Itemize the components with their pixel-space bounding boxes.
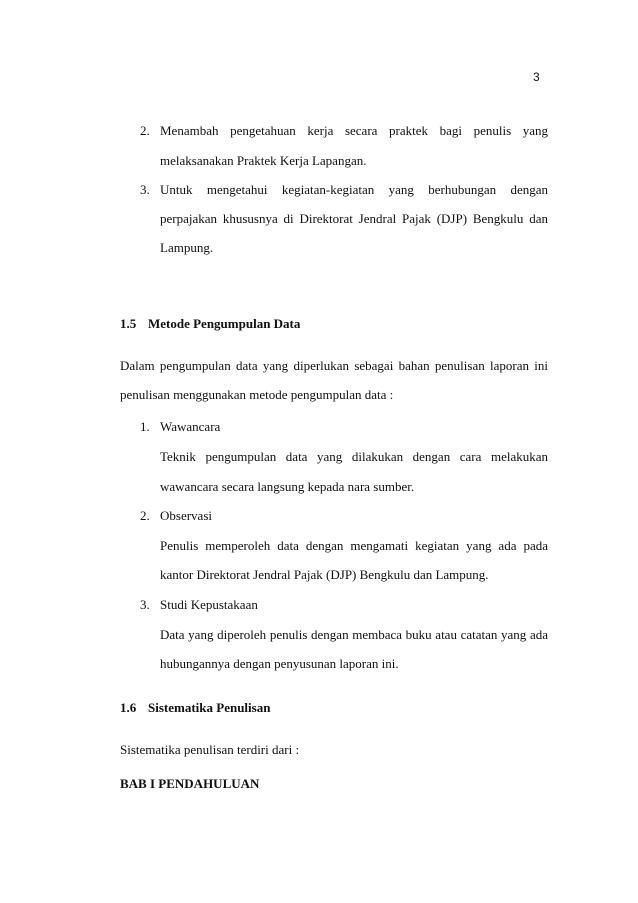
method-description-line: Teknik pengumpulan data yang dilakukan dengan cara melakukan	[160, 449, 548, 464]
method-description-line: kantor Direktorat Jendral Pajak (DJP) Bengkulu dan Lampung.	[160, 567, 489, 582]
section-heading-number: 1.5	[120, 316, 137, 331]
method-description-line: Data yang diperoleh penulis dengan membaca buku atau catatan yang ada	[160, 627, 548, 642]
method-description-line: Penulis memperoleh data dengan mengamati kegiatan yang ada pada	[160, 538, 548, 553]
page-number: 3	[533, 70, 540, 84]
list-item-line: Untuk mengetahui kegiatan-kegiatan yang berhubungan dengan	[160, 182, 548, 197]
list-item-line: perpajakan khususnya di Direktorat Jendral Pajak (DJP) Bengkulu dan	[160, 211, 548, 226]
method-number: 2.	[140, 508, 150, 523]
section-heading-title: Sistematika Penulisan	[148, 700, 271, 715]
chapter-heading: BAB I PENDAHULUAN	[120, 776, 260, 791]
section-heading-title: Metode Pengumpulan Data	[148, 316, 301, 331]
list-number: 3.	[140, 182, 150, 197]
section-heading-number: 1.6	[120, 700, 137, 715]
method-title: Observasi	[160, 508, 212, 523]
method-title: Wawancara	[160, 419, 221, 434]
method-title: Studi Kepustakaan	[160, 597, 258, 612]
paragraph-line: penulisan menggunakan metode pengumpulan data :	[120, 387, 394, 402]
paragraph-line: Dalam pengumpulan data yang diperlukan sebagai bahan penulisan laporan ini	[120, 358, 548, 373]
list-item-line: melaksanakan Praktek Kerja Lapangan.	[160, 153, 367, 168]
list-item-line: Lampung.	[160, 240, 214, 255]
list-item-line: Menambah pengetahuan kerja secara praktek bagi penulis yang	[160, 123, 548, 138]
method-description-line: hubungannya dengan penyusunan laporan ini.	[160, 656, 399, 671]
paragraph-line: Sistematika penulisan terdiri dari :	[120, 742, 300, 757]
list-number: 2.	[140, 123, 150, 138]
method-number: 1.	[140, 419, 150, 434]
method-number: 3.	[140, 597, 150, 612]
method-description-line: wawancara secara langsung kepada nara sumber.	[160, 479, 415, 494]
